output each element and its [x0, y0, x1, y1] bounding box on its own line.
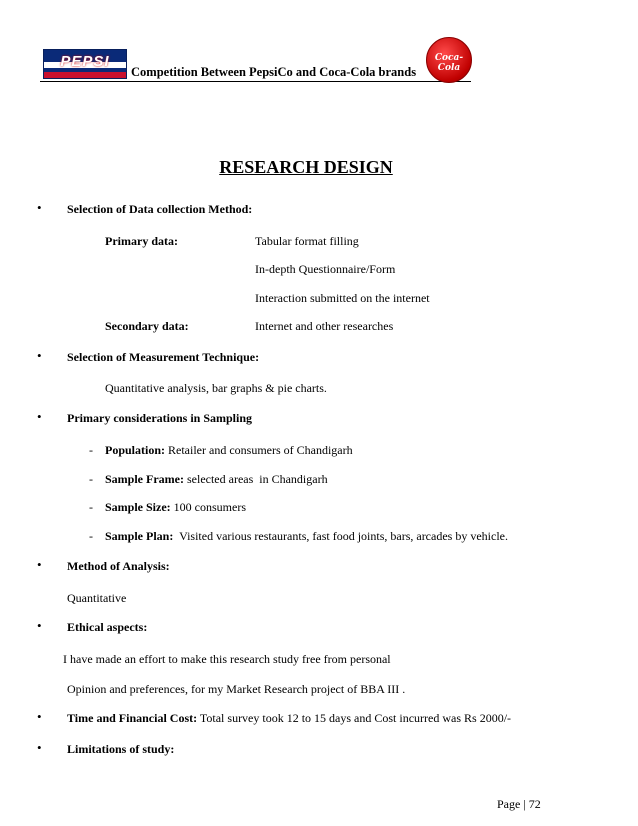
ethical-text-line: Opinion and preferences, for my Market Research project of BBA III .: [67, 682, 406, 696]
bullet-marker: •: [37, 348, 42, 363]
list-item: [105, 443, 353, 458]
bullet-marker: •: [37, 618, 42, 633]
list-dash: -: [89, 529, 93, 543]
sampling-value: Visited various restaurants, fast food joints, bars, arcades by vehicle.: [173, 529, 508, 543]
section-heading-analysis: Method of Analysis:: [67, 559, 170, 573]
primary-data-label: Primary data:: [105, 234, 178, 248]
time-cost-line: [67, 711, 511, 726]
sampling-label: Sample Size:: [105, 500, 171, 514]
coke-logo-text: Coca-Cola: [434, 53, 464, 73]
sampling-label: Sample Plan:: [105, 529, 174, 543]
bullet-marker: •: [37, 557, 42, 572]
primary-data-item: Tabular format filling: [255, 234, 359, 248]
sampling-label: Population:: [105, 443, 166, 457]
time-cost-value: Total survey took 12 to 15 days and Cost incurred was Rs 2000/-: [197, 711, 512, 725]
pepsi-logo: [43, 49, 127, 79]
bullet-marker: •: [37, 200, 42, 215]
list-dash: -: [89, 500, 93, 514]
list-dash: -: [89, 443, 93, 457]
bullet-marker: •: [37, 740, 42, 755]
list-item: [105, 500, 246, 515]
secondary-data-value: Internet and other researches: [255, 319, 394, 333]
page-title: RESEARCH DESIGN: [219, 157, 393, 177]
coca-cola-logo: [426, 37, 472, 83]
list-dash: -: [89, 472, 93, 486]
pepsi-logo-text: PEPSI: [60, 53, 110, 70]
measurement-text: Quantitative analysis, bar graphs & pie charts.: [105, 381, 327, 395]
section-heading-limitations: Limitations of study:: [67, 742, 175, 756]
header-divider: [40, 81, 471, 82]
section-heading-ethical: Ethical aspects:: [67, 620, 148, 634]
sampling-label: Sample Frame:: [105, 472, 184, 486]
ethical-text-line: I have made an effort to make this research study free from personal: [63, 652, 391, 666]
header-title: Competition Between PepsiCo and Coca-Cola brands: [131, 65, 417, 79]
list-item: [105, 472, 328, 487]
bullet-marker: •: [37, 709, 42, 724]
bullet-marker: •: [37, 409, 42, 424]
analysis-text: Quantitative: [67, 591, 127, 605]
list-item: [105, 529, 508, 544]
section-heading-measurement: Selection of Measurement Technique:: [67, 350, 260, 364]
sampling-value: 100 consumers: [170, 500, 246, 514]
section-heading-data-collection: Selection of Data collection Method:: [67, 202, 253, 216]
primary-data-item: In-depth Questionnaire/Form: [255, 262, 396, 276]
primary-data-item: Interaction submitted on the internet: [255, 291, 430, 305]
page-number: Page | 72: [497, 797, 541, 811]
sampling-value: selected areas in Chandigarh: [183, 472, 328, 486]
sampling-value: Retailer and consumers of Chandigarh: [165, 443, 353, 457]
section-heading-sampling: Primary considerations in Sampling: [67, 411, 253, 425]
secondary-data-label: Secondary data:: [105, 319, 189, 333]
time-cost-label: Time and Financial Cost:: [67, 711, 198, 725]
